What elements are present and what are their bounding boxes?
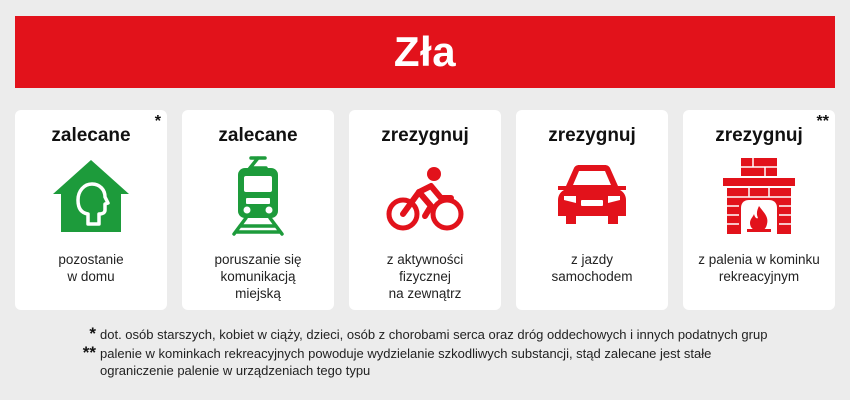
- page-title: Zła: [393, 28, 457, 75]
- card-car-driving: [516, 110, 668, 310]
- footnote-text: palenie w kominkach rekreacyjnych powoduje wydzielanie szkodliwych substancji, stąd zalecane jest stałe: [100, 346, 712, 361]
- card-public-transport: [182, 110, 334, 310]
- footnote-marker: **: [816, 113, 829, 130]
- footnote-marker: **: [82, 343, 96, 362]
- card-description: pozostanie w domu: [58, 252, 124, 284]
- fireplace-icon: [719, 156, 799, 236]
- card-heading: zalecane: [51, 125, 131, 146]
- card-heading: zrezygnuj: [381, 125, 469, 146]
- footnote-2: [70, 345, 830, 379]
- card-heading: zrezygnuj: [715, 125, 803, 146]
- card-fireplace: [683, 110, 835, 310]
- footnotes: [70, 326, 830, 381]
- header-banner: [15, 16, 835, 88]
- home-person-icon: [51, 156, 131, 236]
- card-heading: zrezygnuj: [548, 125, 636, 146]
- cyclist-icon: [385, 156, 465, 236]
- advice-cards: [15, 110, 835, 310]
- card-description: z palenia w kominku rekreacyjnym: [698, 252, 820, 284]
- card-description: z jazdy samochodem: [551, 252, 633, 284]
- footnote-marker: *: [154, 113, 161, 130]
- card-description: poruszanie się komunikacją miejską: [214, 252, 302, 301]
- card-outdoor-activity: [349, 110, 501, 310]
- card-heading: zalecane: [218, 125, 298, 146]
- card-description: z aktywności fizycznej na zewnątrz: [386, 252, 464, 301]
- footnote-text: dot. osób starszych, kobiet w ciąży, dzieci, osób z chorobami serca oraz dróg oddechowych i innych podatnych grup: [100, 327, 768, 342]
- card-stay-home: [15, 110, 167, 310]
- footnote-text: ograniczenie palenie w urządzeniach tego typu: [100, 363, 371, 378]
- car-icon: [552, 156, 632, 236]
- footnote-marker: *: [89, 324, 96, 343]
- footnote-1: [70, 326, 830, 343]
- tram-icon: [218, 156, 298, 236]
